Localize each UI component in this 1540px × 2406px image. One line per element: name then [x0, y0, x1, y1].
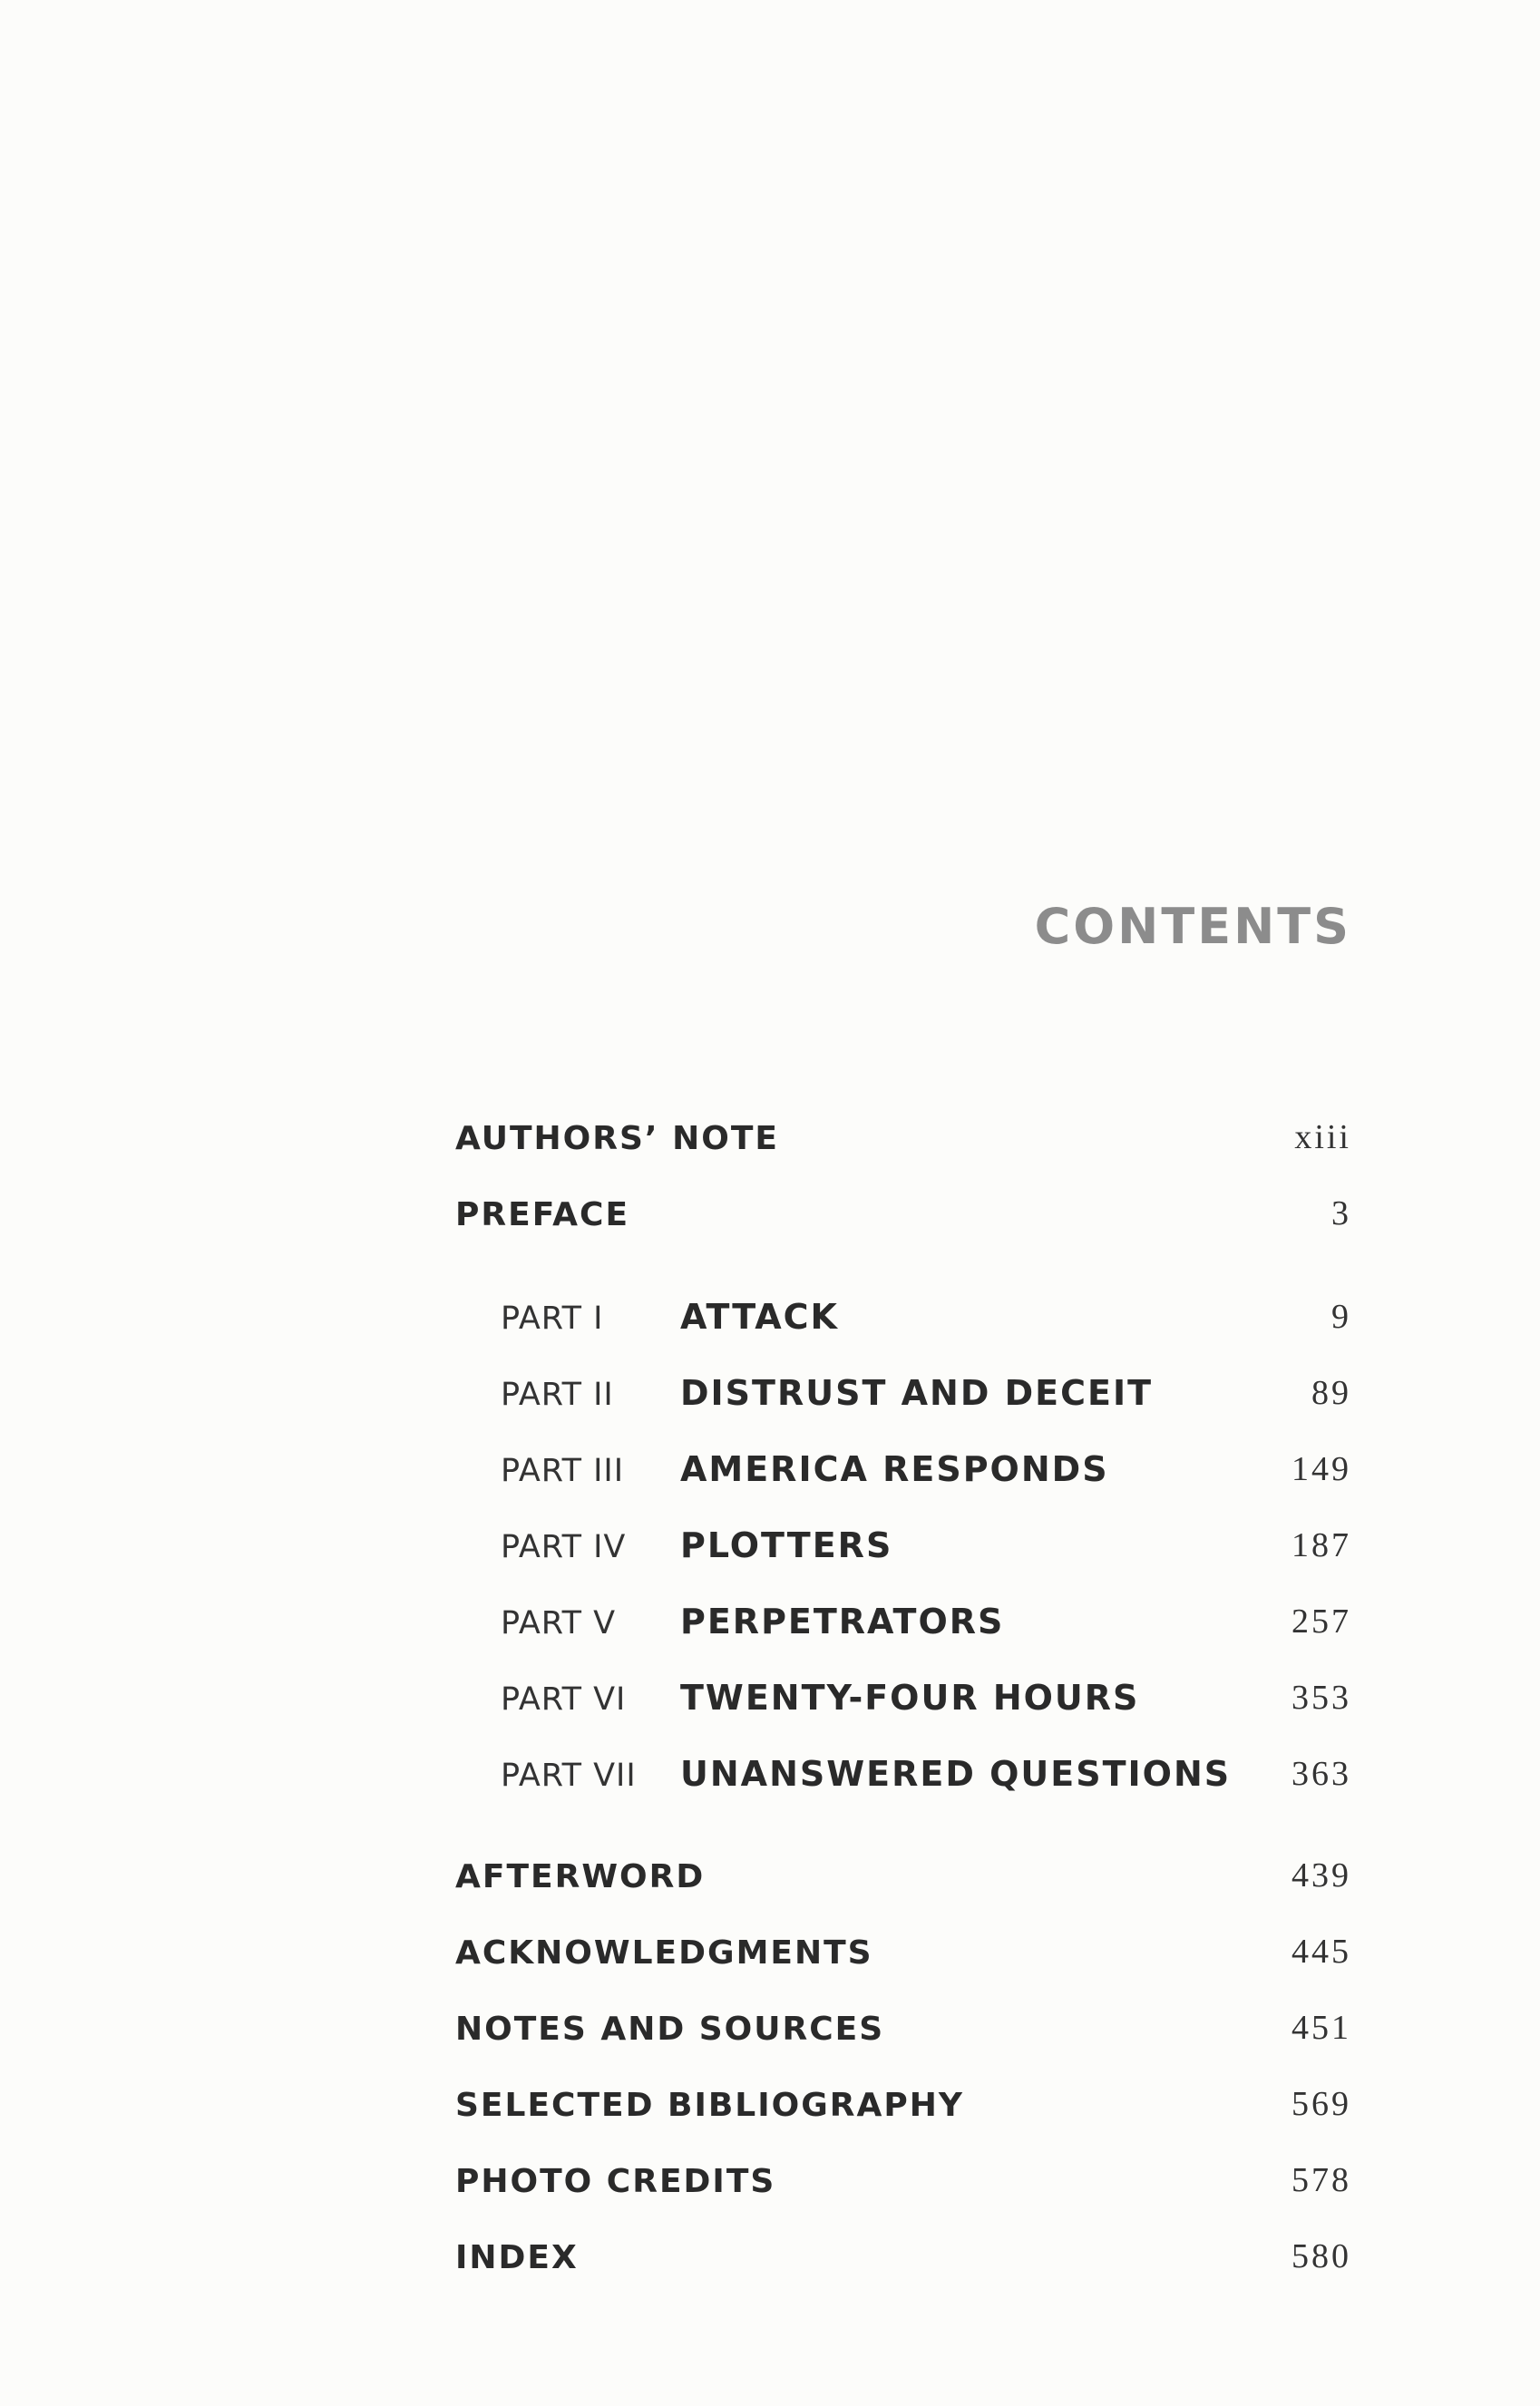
toc-part-2[interactable]	[501, 1366, 1351, 1422]
toc-entry-label: SELECTED BIBLIOGRAPHY	[455, 2087, 964, 2124]
toc-entry-page: 445	[1291, 1933, 1351, 1971]
toc-entry-selected-bibliography[interactable]	[455, 2079, 1351, 2133]
toc-entry-label: INDEX	[455, 2239, 579, 2276]
part-number: PART I	[501, 1300, 604, 1337]
toc-part-6[interactable]	[501, 1671, 1351, 1727]
part-title: UNANSWERED QUESTIONS	[680, 1754, 1232, 1794]
toc-part-4[interactable]	[501, 1518, 1351, 1574]
toc-part-5[interactable]	[501, 1594, 1351, 1651]
part-title: DISTRUST AND DECEIT	[680, 1373, 1153, 1413]
toc-entry-page: 451	[1291, 2009, 1351, 2047]
toc-part-3[interactable]	[501, 1442, 1351, 1498]
part-number: PART VI	[501, 1681, 627, 1718]
part-title: PLOTTERS	[680, 1525, 893, 1565]
part-title: AMERICA RESPONDS	[680, 1449, 1109, 1489]
part-page: 149	[1291, 1450, 1351, 1488]
toc-entry-photo-credits[interactable]	[455, 2155, 1351, 2209]
toc-entry-index[interactable]	[455, 2231, 1351, 2285]
part-page: 89	[1311, 1374, 1351, 1412]
part-number: PART VII	[501, 1758, 637, 1794]
toc-entry-acknowledgments[interactable]	[455, 1926, 1351, 1981]
toc-entry-label: AFTERWORD	[455, 1858, 706, 1895]
toc-entry-page: 3	[1331, 1194, 1351, 1232]
part-title: TWENTY-FOUR HOURS	[680, 1678, 1140, 1718]
part-title: PERPETRATORS	[680, 1602, 1005, 1641]
part-number: PART IV	[501, 1529, 627, 1565]
toc-part-7[interactable]	[501, 1747, 1351, 1803]
part-number: PART III	[501, 1453, 625, 1489]
toc-part-1[interactable]	[501, 1290, 1351, 1346]
toc-entry-notes-and-sources[interactable]	[455, 2002, 1351, 2057]
toc-entry-authors-note[interactable]	[455, 1112, 1351, 1166]
toc-entry-page: 580	[1291, 2237, 1351, 2275]
toc-entry-afterword[interactable]	[455, 1850, 1351, 1904]
toc-entry-label: ACKNOWLEDGMENTS	[455, 1934, 873, 1972]
toc-entry-label: PHOTO CREDITS	[455, 2163, 776, 2200]
toc-entry-page: 578	[1291, 2161, 1351, 2199]
part-page: 363	[1291, 1755, 1351, 1793]
part-page: 353	[1291, 1679, 1351, 1717]
part-page: 9	[1331, 1298, 1351, 1336]
part-number: PART V	[501, 1605, 617, 1641]
toc-entry-label: NOTES AND SOURCES	[455, 2011, 885, 2048]
toc-entry-page: 439	[1291, 1856, 1351, 1895]
toc-entry-page: 569	[1291, 2085, 1351, 2123]
part-page: 257	[1291, 1602, 1351, 1641]
part-page: 187	[1291, 1526, 1351, 1564]
toc-entry-page: xiii	[1294, 1118, 1351, 1156]
part-title: ATTACK	[680, 1297, 839, 1337]
part-number: PART II	[501, 1377, 614, 1413]
page-title: CONTENTS	[1034, 898, 1351, 955]
toc-entry-label: AUTHORS’ NOTE	[455, 1120, 780, 1157]
toc-entry-preface[interactable]	[455, 1188, 1351, 1242]
toc-entry-label: PREFACE	[455, 1196, 630, 1233]
